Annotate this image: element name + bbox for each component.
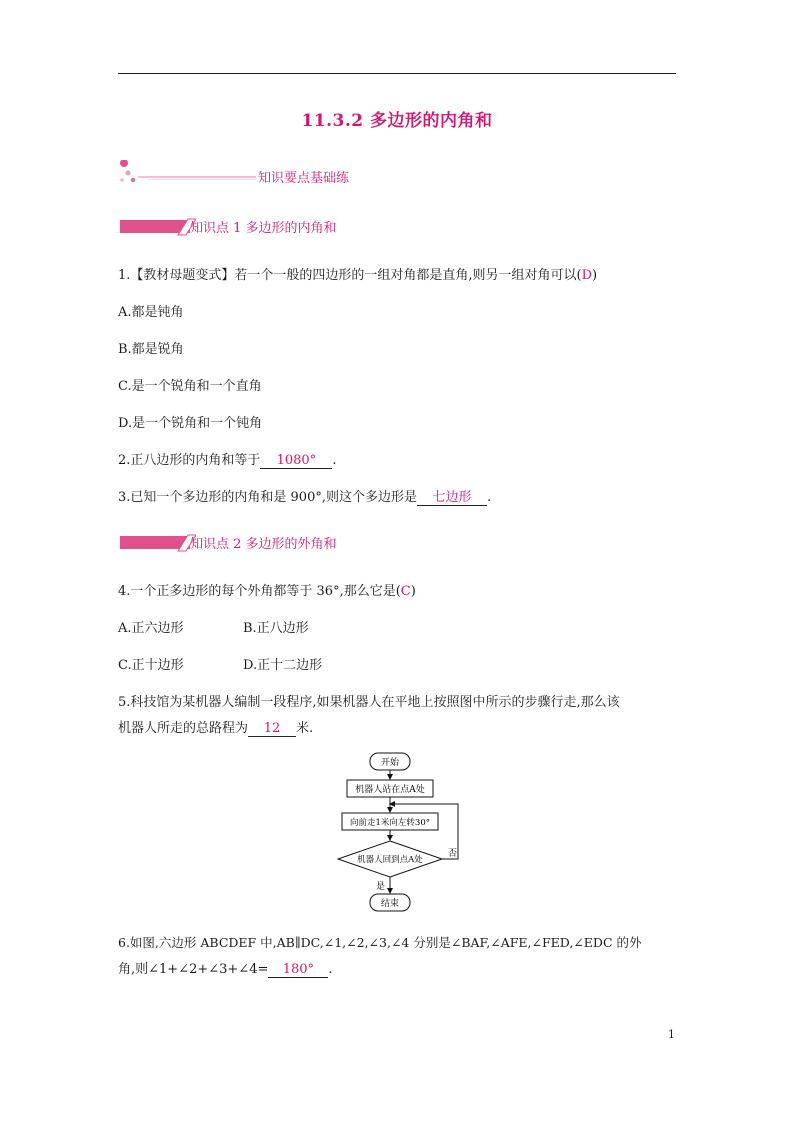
period: .	[328, 962, 333, 977]
page-number: 1	[668, 1028, 675, 1041]
start-label: 开始	[380, 758, 400, 768]
answer-blank: 七边形	[417, 490, 487, 506]
no-label: 否	[448, 849, 458, 859]
answer: D	[581, 268, 593, 283]
period: .	[332, 453, 337, 468]
knowledge-point-1	[118, 218, 518, 238]
answer: C	[400, 584, 411, 599]
question-5-line-1: 5.科技馆为某机器人编制一段程序,如果机器人在平地上按照图中所示的步骤行走,那么该	[118, 695, 620, 710]
step2-label: 向前走1米向左转30°	[350, 818, 430, 828]
question-text: 2.正八边形的内角和等于	[118, 453, 261, 468]
period: .	[486, 490, 492, 505]
option-b: B.正八边形	[243, 621, 309, 636]
yes-label: 是	[376, 882, 386, 892]
page-title: 11.3.2 多边形的内角和	[301, 111, 493, 131]
answer-blank: 1080°	[260, 453, 332, 469]
question-1	[118, 264, 597, 283]
header-rule	[118, 73, 676, 74]
question-3	[118, 486, 491, 506]
option-c: C.是一个锐角和一个直角	[118, 379, 262, 394]
option-d: D.正十二边形	[243, 658, 323, 673]
option-d: D.是一个锐角和一个钝角	[118, 416, 263, 431]
unit: 米.	[296, 721, 314, 736]
knowledge-point-2	[118, 534, 518, 554]
question-text: 1.【教材母题变式】若一个一般的四边形的一组对角都是直角,则另一组对角可以(	[118, 268, 582, 283]
question-2	[118, 449, 337, 469]
question-6-line-2	[118, 958, 333, 978]
question-5-line-2	[118, 717, 313, 737]
question-4	[118, 580, 416, 599]
question-text: 机器人所走的总路程为	[118, 721, 249, 736]
step1-label: 机器人站在点A处	[355, 785, 425, 795]
option-a: A.都是钝角	[118, 305, 184, 320]
paren-close: )	[410, 584, 416, 599]
kp-label: 知识点 1 多边形的内角和	[190, 221, 337, 236]
kp-label: 知识点 2 多边形的外角和	[190, 537, 337, 552]
question-text: 角,则∠1+∠2+∠3+∠4=	[118, 962, 269, 977]
question-text: 3.已知一个多边形的内角和是 900°,则这个多边形是	[118, 490, 417, 505]
answer-blank: 180°	[268, 962, 328, 978]
decision-label: 机器人回到点A处	[357, 855, 423, 865]
answer-blank: 12	[248, 721, 296, 737]
question-6-line-1: 6.如图,六边形 ABCDEF 中,AB∥DC,∠1,∠2,∠3,∠4 分别是∠BAF,∠AFE,∠FED,∠EDC 的外	[118, 935, 642, 950]
end-label: 结束	[380, 899, 400, 909]
question-text: 4.一个正多边形的每个外角都等于 36°,那么它是(	[118, 584, 401, 599]
option-a: A.正六边形	[118, 621, 184, 636]
paren-close: )	[592, 268, 598, 283]
section-title: 知识要点基础练	[258, 171, 350, 186]
option-c: C.正十边形	[118, 658, 184, 673]
flowchart	[330, 748, 470, 918]
option-b: B.都是锐角	[118, 342, 184, 357]
